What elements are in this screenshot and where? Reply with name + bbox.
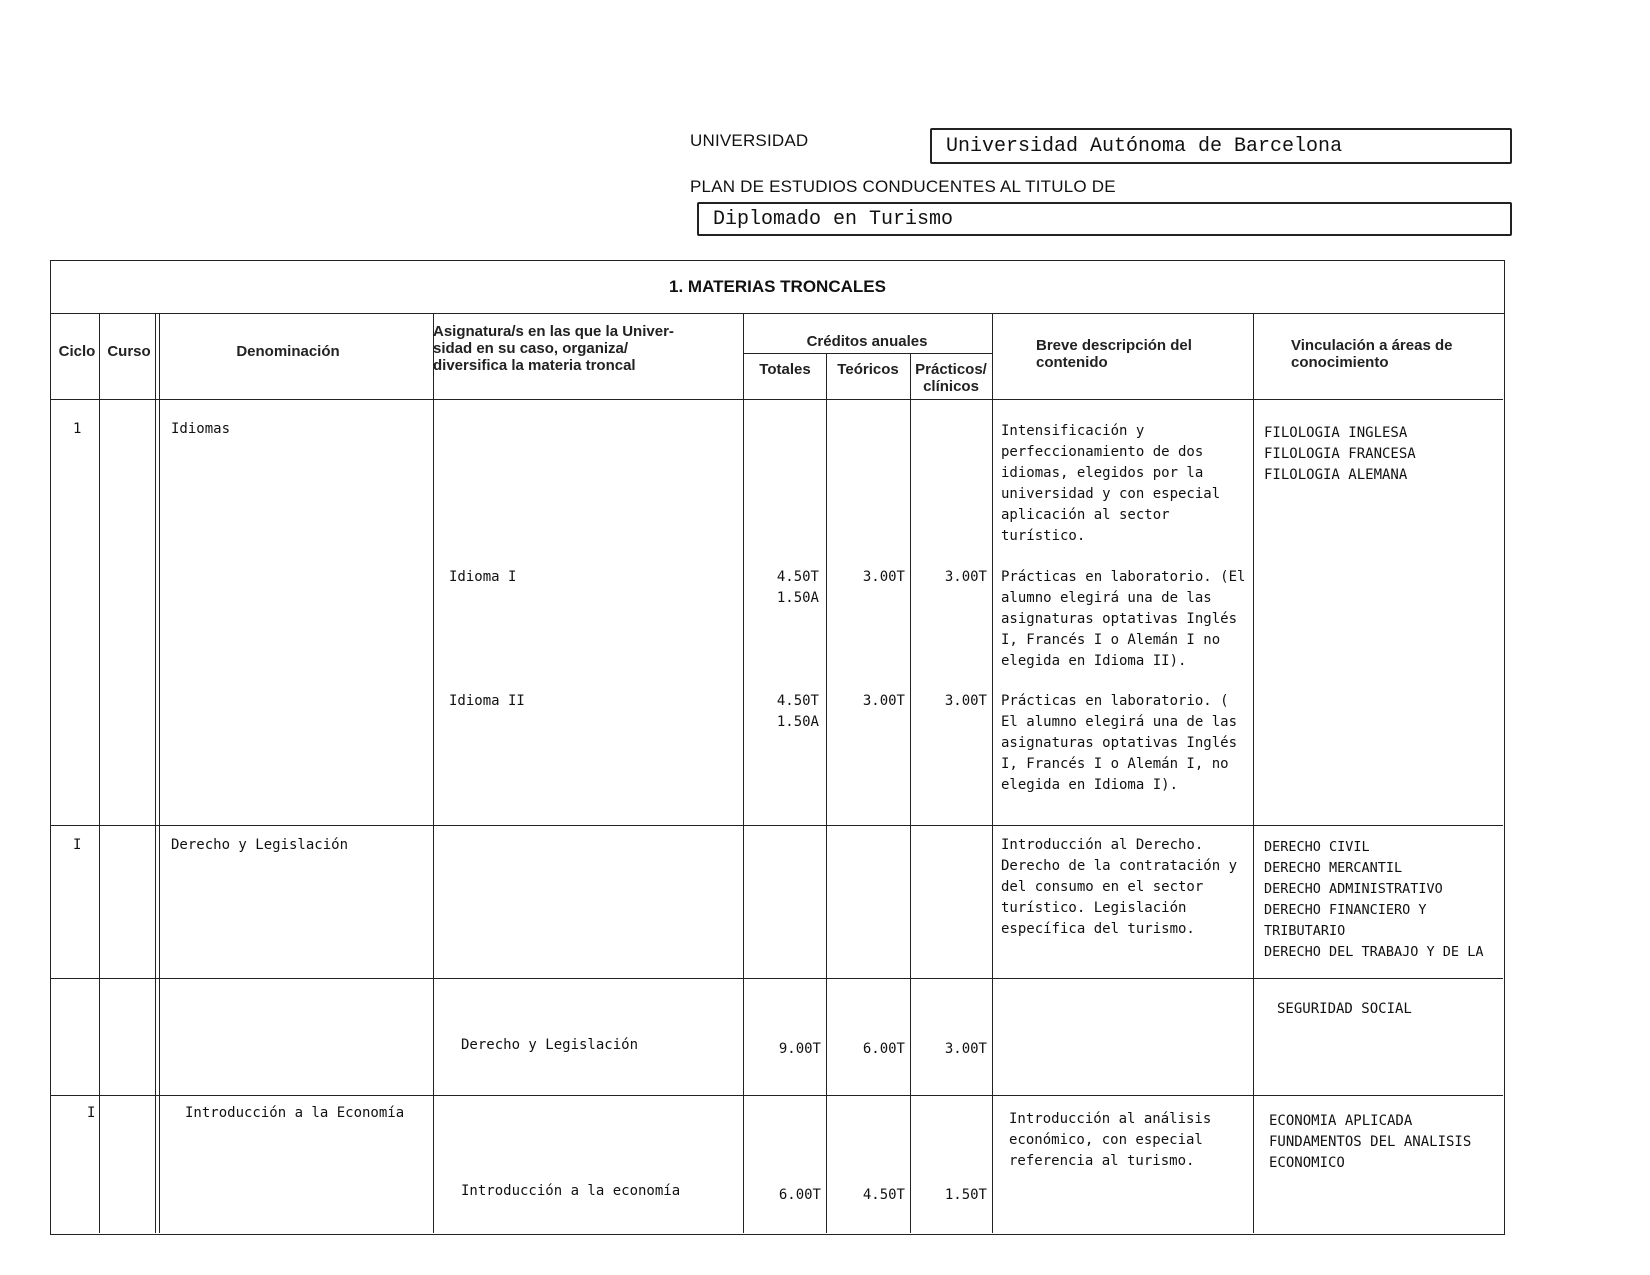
derecho-asignatura: Derecho y Legislación	[461, 1037, 639, 1053]
idioma-i-practicos: 3.00T	[944, 569, 987, 585]
universidad-field: Universidad Autónoma de Barcelona	[930, 128, 1512, 164]
col-asignatura: Asignatura/s en las que la Univer- sidad en su caso, organiza/ diversifica la materia troncal	[433, 323, 674, 374]
idioma-ii-teoricos: 3.00T	[862, 693, 905, 709]
rule	[910, 353, 911, 1233]
derecho-denominacion: Derecho y Legislación	[171, 837, 349, 853]
table-title: 1. MATERIAS TRONCALES	[51, 261, 1504, 314]
col-totales: Totales	[759, 361, 811, 378]
rule	[51, 825, 1503, 826]
idioma-i-teoricos: 3.00T	[862, 569, 905, 585]
col-descripcion: Breve descripción del contenido	[1036, 337, 1192, 371]
idioma-i-descripcion: Prácticas en laboratorio. (El alumno elegirá una de las asignaturas optativas Inglés I, Francés I o Alemán I no elegida en Idioma II).	[1001, 569, 1246, 669]
plan-field: Diplomado en Turismo	[697, 202, 1512, 236]
materias-troncales-table	[50, 260, 1505, 1235]
idioma-ii-descripcion: Prácticas en laboratorio. ( El alumno elegirá una de las asignaturas optativas Inglés I, Francés I o Alemán I, no elegida en Idioma I).	[1001, 693, 1238, 793]
idioma-i-asignatura: Idioma I	[449, 569, 517, 585]
economia-denominacion: Introducción a la Economía	[185, 1105, 405, 1121]
idioma-i-totales: 4.50T 1.50A	[776, 569, 819, 606]
derecho-areas: DERECHO CIVIL DERECHO MERCANTIL DERECHO ADMINISTRATIVO DERECHO FINANCIERO Y TRIBUTARIO DERECHO DEL TRABAJO Y DE LA	[1264, 839, 1484, 960]
col-creditos-anuales: Créditos anuales	[806, 333, 928, 350]
derecho-descripcion: Introducción al Derecho. Derecho de la contratación y del consumo en el sector turístico. Legislación específica del turismo.	[1001, 837, 1238, 937]
col-ciclo: Ciclo	[58, 343, 96, 360]
economia-ciclo: I	[87, 1105, 96, 1121]
rule	[51, 1095, 1503, 1096]
plan-label: PLAN DE ESTUDIOS CONDUCENTES AL TITULO DE	[690, 177, 1116, 196]
economia-areas: ECONOMIA APLICADA FUNDAMENTOS DEL ANALISIS ECONOMICO	[1269, 1113, 1472, 1171]
universidad-label: UNIVERSIDAD	[690, 131, 809, 150]
economia-practicos: 1.50T	[944, 1187, 987, 1203]
derecho-areas-cont: SEGURIDAD SOCIAL	[1277, 1001, 1412, 1017]
idioma-ii-totales: 4.50T 1.50A	[776, 693, 819, 730]
economia-descripcion: Introducción al análisis económico, con especial referencia al turismo.	[1009, 1111, 1212, 1169]
rule	[51, 978, 1503, 979]
rule	[743, 353, 992, 354]
derecho-ciclo: I	[73, 837, 82, 853]
rule	[51, 399, 1503, 400]
col-denominacion: Denominación	[236, 343, 340, 360]
economia-asignatura: Introducción a la economía	[461, 1183, 681, 1199]
col-vinculacion: Vinculación a áreas de conocimiento	[1291, 337, 1453, 371]
idioma-ii-practicos: 3.00T	[944, 693, 987, 709]
rule	[826, 353, 827, 1233]
economia-totales: 6.00T	[778, 1187, 821, 1203]
idioma-ii-asignatura: Idioma II	[449, 693, 525, 709]
idiomas-ciclo: 1	[73, 421, 82, 437]
col-curso: Curso	[107, 343, 151, 360]
derecho-totales: 9.00T	[778, 1041, 821, 1057]
idiomas-areas: FILOLOGIA INGLESA FILOLOGIA FRANCESA FILOLOGIA ALEMANA	[1264, 425, 1416, 483]
derecho-practicos: 3.00T	[944, 1041, 987, 1057]
col-practicos: Prácticos/ clínicos	[915, 361, 987, 395]
col-teoricos: Teóricos	[837, 361, 899, 378]
idiomas-denominacion: Idiomas	[171, 421, 231, 437]
derecho-teoricos: 6.00T	[862, 1041, 905, 1057]
economia-teoricos: 4.50T	[862, 1187, 905, 1203]
idiomas-descripcion: Intensificación y perfeccionamiento de dos idiomas, elegidos por la universidad y con especial aplicación al sector turístico.	[1001, 423, 1221, 544]
